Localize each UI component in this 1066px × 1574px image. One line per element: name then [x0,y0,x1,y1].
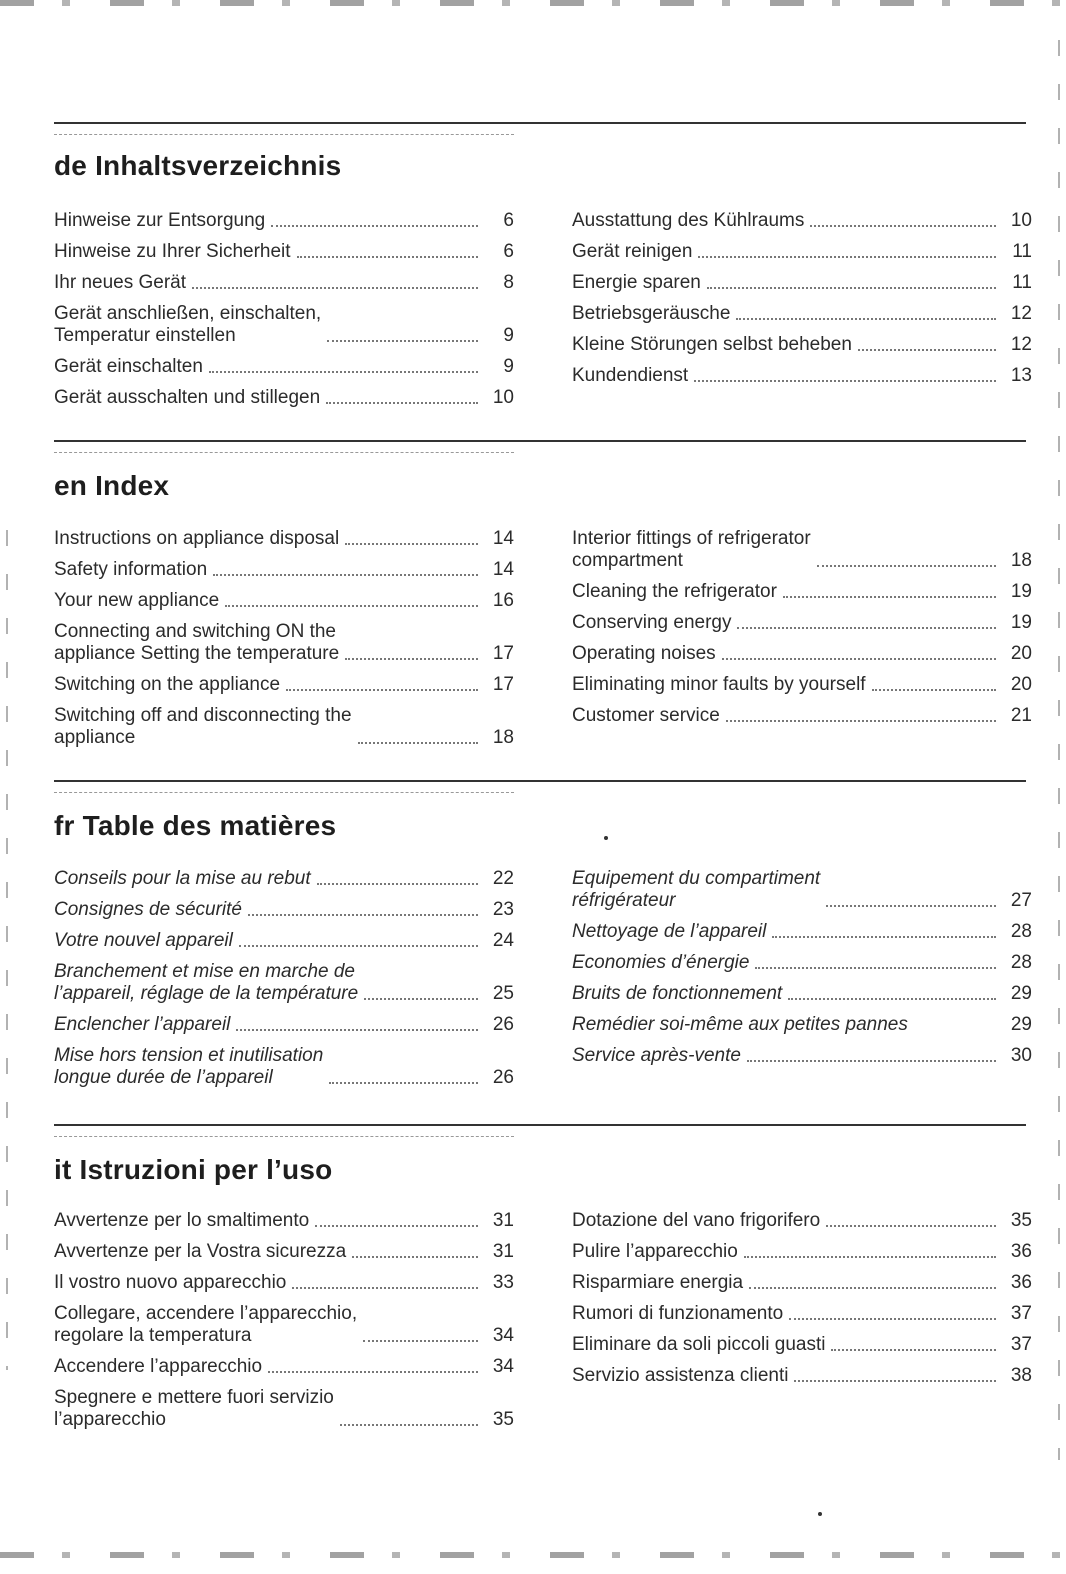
toc-page-number: 37 [1010,1334,1032,1355]
dot-leader [363,1339,478,1342]
toc-entry[interactable] [572,705,1032,727]
toc-entry-text: Servizio assistenza clienti [572,1365,789,1386]
dot-leader [326,401,478,404]
toc-page-number: 29 [1010,983,1032,1004]
toc-entry-text: Il vostro nuovo apparecchio [54,1272,287,1293]
toc-page-number: 12 [1010,303,1032,324]
toc-entry[interactable] [572,272,1032,294]
dot-leader [788,997,996,1000]
toc-page-number: 9 [503,325,514,346]
toc-page-number: 22 [492,868,514,889]
toc-entry[interactable] [54,674,514,696]
toc-entry[interactable] [54,1210,514,1232]
dot-leader [225,604,478,607]
toc-entry-text: Pulire l’apparecchio [572,1241,738,1262]
toc-page-number: 17 [492,643,514,664]
toc-page-number: 21 [1010,705,1032,726]
dot-leader [749,1286,996,1289]
toc-page-number: 19 [1010,581,1032,602]
toc-entry-text: Ausstattung des Kühlraums [572,210,805,231]
toc-column-left [54,210,514,418]
toc-page-number: 17 [492,674,514,695]
toc-column-left [54,1210,514,1440]
section-rule [54,1124,1026,1126]
toc-page-number: 37 [1010,1303,1032,1324]
scan-margin-right [1058,40,1060,1460]
toc-entry[interactable] [54,559,514,581]
toc-entry[interactable] [572,365,1032,387]
toc-page-number: 11 [1012,241,1032,262]
dot-leader [831,1348,996,1351]
toc-entry[interactable] [572,952,1032,974]
toc-entry-text: Avvertenze per lo smaltimento [54,1210,310,1231]
dot-leader [736,317,996,320]
toc-entry-text: Gerät reinigen [572,241,693,262]
toc-entry-text: Rumori di funzionamento [572,1303,784,1324]
section-heading: Inhaltsverzeichnis [95,150,342,181]
toc-page-number: 18 [1010,550,1032,571]
toc-entry-text: Votre nouvel appareil [54,930,233,951]
toc-column-right [572,1210,1032,1396]
dot-leader [858,348,996,351]
dot-leader [327,339,478,342]
toc-page-number: 28 [1010,921,1032,942]
section-title [54,150,341,182]
section-rule [54,440,1026,442]
scan-speck [604,836,608,840]
toc-entry-text: Remédier soi-même aux petites pannes [572,1014,908,1035]
toc-page-number: 35 [492,1409,514,1430]
toc-entry[interactable] [54,272,514,294]
section-title [54,470,169,502]
toc-entry-text: Switching on the appliance [54,674,281,695]
toc-page-number: 30 [1010,1045,1032,1066]
dot-leader [364,997,478,1000]
toc-page-number: 10 [1010,210,1032,231]
toc-entry-text: Hinweise zur Entsorgung [54,210,266,231]
toc-entry[interactable] [572,210,1032,232]
dot-leader [737,626,996,629]
dot-leader [789,1317,996,1320]
toc-entry-text: Your new appliance [54,590,220,611]
toc-page-number: 31 [492,1241,514,1262]
toc-entry-text: Instructions on appliance disposal [54,528,340,549]
dot-leader [239,944,478,947]
toc-entry[interactable] [572,334,1032,356]
toc-entry-text: Service après-vente [572,1045,741,1066]
toc-entry-text: Conserving energy [572,612,732,633]
dot-leader [292,1286,478,1289]
toc-entry[interactable] [54,241,514,263]
toc-page-number: 19 [1010,612,1032,633]
dot-leader [329,1081,478,1084]
toc-entry-text: Eliminating minor faults by yourself [572,674,866,695]
dot-leader [271,224,478,227]
toc-column-right [572,210,1032,396]
toc-entry-text: Kundendienst [572,365,689,386]
toc-page-number: 20 [1010,643,1032,664]
toc-entry-text: Gerät anschließen, einschalten, Temperatur einstellen [54,303,322,346]
section-heading: Index [95,470,170,501]
toc-entry-text: Connecting and switching ON the appliance Setting the temperature [54,621,340,664]
toc-entry[interactable] [54,899,514,921]
toc-entry[interactable] [572,1365,1032,1387]
toc-entry[interactable] [572,674,1032,696]
toc-entry-text: Accendere l’apparecchio [54,1356,263,1377]
dot-leader [810,224,996,227]
toc-entry[interactable] [572,1334,1032,1356]
toc-entry-text: Avvertenze per la Vostra sicurezza [54,1241,347,1262]
dot-leader [772,935,996,938]
dot-leader [794,1379,996,1382]
dot-leader [826,1224,996,1227]
toc-entry[interactable] [572,921,1032,943]
toc-page-number: 25 [492,983,514,1004]
toc-page-number: 26 [492,1067,514,1088]
toc-entry[interactable] [54,303,514,347]
toc-entry[interactable] [54,705,514,749]
dot-leader [345,657,478,660]
scan-speck [818,1512,822,1516]
toc-entry[interactable] [54,387,514,409]
toc-page-number: 6 [503,241,514,262]
toc-entry[interactable] [54,1272,514,1294]
dot-leader [209,370,478,373]
toc-page-number: 34 [492,1356,514,1377]
scan-edge-bottom [0,1552,1066,1558]
dot-leader [747,1059,996,1062]
toc-entry[interactable] [572,1045,1032,1067]
toc-page-number: 6 [503,210,514,231]
toc-entry-text: Risparmiare energia [572,1272,744,1293]
toc-entry-text: Hinweise zu Ihrer Sicherheit [54,241,291,262]
section-subrule [54,1136,514,1138]
dot-leader [744,1255,996,1258]
toc-column-left [54,868,514,1098]
toc-entry-text: Equipement du compartiment réfrigérateur [572,868,821,911]
scan-margin-left [6,530,8,1370]
dot-leader [722,657,996,660]
toc-page-number: 14 [492,528,514,549]
toc-entry-text: Spegnere e mettere fuori servizio l’apparecchio [54,1387,334,1430]
section-subrule [54,134,514,136]
dot-leader [358,741,478,744]
section-heading: Istruzioni per l’uso [79,1154,333,1185]
toc-page-number: 36 [1010,1272,1032,1293]
toc-entry[interactable] [572,1272,1032,1294]
toc-entry[interactable] [572,241,1032,263]
toc-entry-text: Ihr neues Gerät [54,272,187,293]
dot-leader [817,564,996,567]
toc-entry[interactable] [54,1014,514,1036]
toc-entry[interactable] [572,1241,1032,1263]
toc-page-number: 20 [1010,674,1032,695]
toc-entry[interactable] [572,983,1032,1005]
dot-leader [192,286,478,289]
toc-entry[interactable] [54,868,514,890]
toc-entry-text: Cleaning the refrigerator [572,581,777,602]
toc-entry-text: Safety information [54,559,208,580]
toc-entry-text: Enclencher l’appareil [54,1014,231,1035]
dot-leader [297,255,478,258]
toc-page-number: 11 [1012,272,1032,293]
dot-leader [707,286,996,289]
toc-entry-text: Gerät einschalten [54,356,203,377]
toc-page-number: 24 [492,930,514,951]
toc-entry-text: Conseils pour la mise au rebut [54,868,311,889]
toc-entry[interactable] [54,1387,514,1431]
section-title [54,810,336,842]
toc-entry[interactable] [572,1210,1032,1232]
toc-page-number: 27 [1010,890,1032,911]
toc-entry-text: Branchement et mise en marche de l’appareil, réglage de la température [54,961,359,1004]
toc-page-number: 8 [503,272,514,293]
toc-entry[interactable] [572,1014,1032,1036]
toc-column-right [572,528,1032,736]
toc-entry[interactable] [54,1356,514,1378]
dot-leader [726,719,996,722]
dot-leader [826,904,996,907]
toc-entry[interactable] [572,643,1032,665]
toc-page-number: 36 [1010,1241,1032,1262]
toc-entry[interactable] [572,1303,1032,1325]
toc-entry[interactable] [54,590,514,612]
toc-entry-text: Customer service [572,705,720,726]
toc-entry[interactable] [572,581,1032,603]
toc-entry-text: Gerät ausschalten und stillegen [54,387,321,408]
toc-page-number: 9 [503,356,514,377]
dot-leader [914,1028,996,1031]
dot-leader [694,379,996,382]
dot-leader [755,966,996,969]
dot-leader [315,1224,478,1227]
toc-entry[interactable] [572,528,1032,572]
toc-page-number: 13 [1010,365,1032,386]
toc-page-number: 34 [492,1325,514,1346]
toc-entry[interactable] [54,356,514,378]
dot-leader [345,542,478,545]
section-rule [54,122,1026,124]
toc-page-number: 10 [492,387,514,408]
toc-page-number: 14 [492,559,514,580]
toc-page-number: 29 [1010,1014,1032,1035]
section-subrule [54,792,514,794]
toc-entry[interactable] [54,961,514,1005]
toc-entry-text: Betriebsgeräusche [572,303,731,324]
toc-entry[interactable] [54,930,514,952]
dot-leader [286,688,478,691]
toc-page-number: 35 [1010,1210,1032,1231]
toc-entry-text: Interior fittings of refrigerator compartment [572,528,811,571]
toc-page-number: 16 [492,590,514,611]
toc-entry[interactable] [54,1045,514,1089]
section-subrule [54,452,514,454]
dot-leader [213,573,478,576]
dot-leader [317,882,478,885]
toc-entry[interactable] [572,868,1032,912]
section-title [54,1154,332,1186]
toc-entry-text: Energie sparen [572,272,701,293]
toc-page-number: 12 [1010,334,1032,355]
toc-entry-text: Operating noises [572,643,716,664]
toc-page-number: 33 [492,1272,514,1293]
toc-entry-text: Switching off and disconnecting the appliance [54,705,352,748]
toc-entry[interactable] [54,210,514,232]
toc-page-number: 28 [1010,952,1032,973]
toc-page-number: 26 [492,1014,514,1035]
toc-entry[interactable] [54,1241,514,1263]
toc-entry-text: Collegare, accendere l’apparecchio, regolare la temperatura [54,1303,358,1346]
dot-leader [352,1255,478,1258]
toc-entry-text: Kleine Störungen selbst beheben [572,334,852,355]
toc-entry[interactable] [54,528,514,550]
dot-leader [783,595,996,598]
section-heading: Table des matières [82,810,337,841]
toc-page-number: 31 [492,1210,514,1231]
toc-entry[interactable] [572,303,1032,325]
toc-column-right [572,868,1032,1076]
dot-leader [248,913,478,916]
toc-entry-text: Bruits de fonctionnement [572,983,783,1004]
toc-column-left [54,528,514,758]
toc-entry-text: Eliminare da soli piccoli guasti [572,1334,826,1355]
scan-edge-top [0,0,1066,6]
toc-page-number: 23 [492,899,514,920]
dot-leader [340,1423,478,1426]
toc-page-number: 18 [492,727,514,748]
language-code: de [54,150,88,181]
toc-entry[interactable] [54,621,514,665]
dot-leader [236,1028,478,1031]
language-code: fr [54,810,75,841]
toc-entry-text: Consignes de sécurité [54,899,242,920]
toc-entry-text: Mise hors tension et inutilisation longue durée de l’appareil [54,1045,324,1088]
toc-page-number: 38 [1010,1365,1032,1386]
section-rule [54,780,1026,782]
toc-entry-text: Dotazione del vano frigorifero [572,1210,821,1231]
dot-leader [268,1370,478,1373]
toc-entry-text: Nettoyage de l’appareil [572,921,767,942]
dot-leader [698,255,996,258]
toc-entry[interactable] [54,1303,514,1347]
toc-entry[interactable] [572,612,1032,634]
language-code: en [54,470,88,501]
language-code: it [54,1154,72,1185]
toc-entry-text: Economies d’énergie [572,952,750,973]
dot-leader [872,688,996,691]
